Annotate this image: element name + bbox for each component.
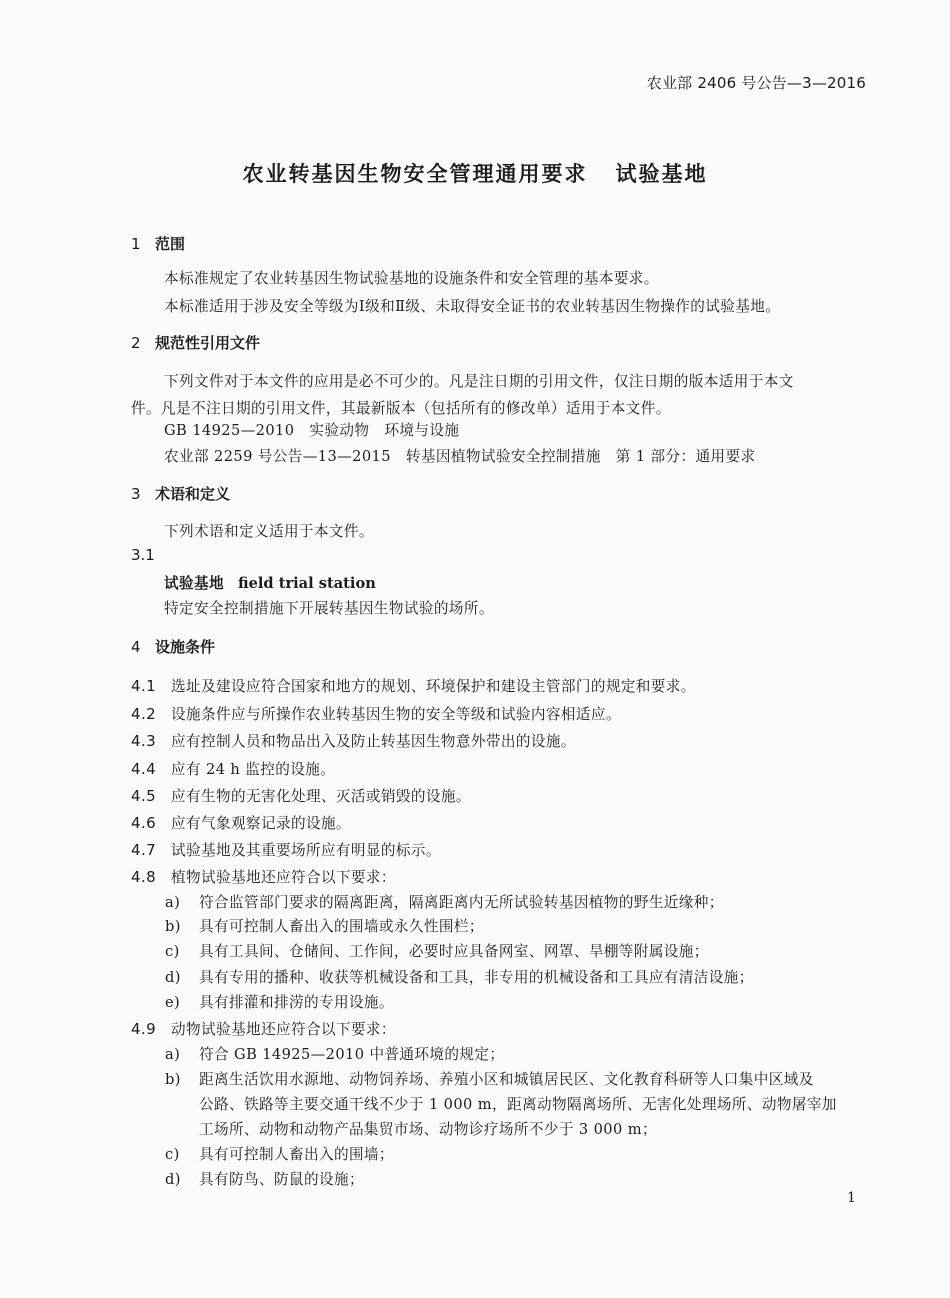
section-title: 范围 bbox=[155, 235, 186, 253]
clause-number: 4.9 bbox=[131, 1020, 157, 1038]
item-letter: b) bbox=[165, 918, 181, 935]
clause-number: 4.1 bbox=[131, 677, 157, 695]
paragraph: 件。凡是不注日期的引用文件，其最新版本（包括所有的修改单）适用于本文件。 bbox=[131, 400, 671, 417]
clause-text: 应有气象观察记录的设施。 bbox=[171, 815, 351, 832]
section-title: 设施条件 bbox=[155, 638, 216, 656]
term-entry bbox=[164, 572, 376, 593]
clause-4-3 bbox=[131, 730, 576, 751]
clause-text: 应有生物的无害化处理、灭活或销毁的设施。 bbox=[171, 788, 471, 805]
item-letter: b) bbox=[165, 1071, 181, 1088]
clause-number: 4.7 bbox=[131, 841, 157, 859]
clause-text: 设施条件应与所操作农业转基因生物的安全等级和试验内容相适应。 bbox=[171, 706, 621, 723]
normative-reference: 农业部 2259 号公告—13—2015 转基因植物试验安全控制措施 第 1 部分：通用要求 bbox=[164, 448, 756, 465]
list-item bbox=[165, 1043, 504, 1064]
section-title: 规范性引用文件 bbox=[155, 334, 261, 352]
section-3-heading bbox=[131, 483, 230, 504]
section-number: 4 bbox=[131, 638, 141, 656]
list-item bbox=[165, 1168, 364, 1189]
clause-4-6 bbox=[131, 812, 351, 833]
clause-number: 4.2 bbox=[131, 705, 157, 723]
clause-text: 应有控制人员和物品出入及防止转基因生物意外带出的设施。 bbox=[171, 733, 576, 750]
title-main: 农业转基因生物安全管理通用要求 bbox=[242, 162, 588, 186]
item-text: 距离生活饮用水源地、动物饲养场、养殖小区和城镇居民区、文化教育科研等人口集中区域及 bbox=[199, 1071, 814, 1088]
list-item bbox=[165, 991, 394, 1012]
list-item bbox=[165, 915, 484, 936]
clause-text: 应有 24 h 监控的设施。 bbox=[171, 761, 336, 778]
standard-number: 农业部 2406 号公告—3—2016 bbox=[646, 74, 866, 92]
section-number: 1 bbox=[131, 235, 141, 253]
item-text: 具有排灌和排涝的专用设施。 bbox=[199, 994, 394, 1011]
term-number: 3.1 bbox=[131, 546, 155, 564]
item-text-continued: 公路、铁路等主要交通干线不少于 1 000 m，距离动物隔离场所、无害化处理场所、动物屠宰加 bbox=[199, 1096, 837, 1113]
clause-4-5 bbox=[131, 785, 471, 806]
term-definition: 特定安全控制措施下开展转基因生物试验的场所。 bbox=[164, 600, 494, 617]
clause-text: 植物试验基地还应符合以下要求： bbox=[171, 869, 396, 886]
item-letter: e) bbox=[165, 994, 181, 1011]
item-text: 具有可控制人畜出入的围墙或永久性围栏； bbox=[199, 918, 484, 935]
clause-number: 4.8 bbox=[131, 868, 157, 886]
normative-reference: GB 14925—2010 实验动物 环境与设施 bbox=[164, 422, 460, 439]
clause-number: 4.3 bbox=[131, 732, 157, 750]
title-sub: 试验基地 bbox=[615, 162, 708, 186]
section-4-heading bbox=[131, 636, 215, 657]
clause-4-4 bbox=[131, 758, 335, 779]
section-1-heading bbox=[131, 233, 185, 254]
item-text: 具有防鸟、防鼠的设施； bbox=[199, 1171, 364, 1188]
item-text: 具有工具间、仓储间、工作间，必要时应具备网室、网罩、旱棚等附属设施； bbox=[199, 943, 709, 960]
item-letter: c) bbox=[165, 943, 180, 960]
section-number: 2 bbox=[131, 334, 141, 352]
list-item bbox=[165, 891, 724, 912]
list-item bbox=[165, 1143, 394, 1164]
paragraph: 本标准规定了农业转基因生物试验基地的设施条件和安全管理的基本要求。 bbox=[164, 270, 659, 287]
paragraph: 本标准适用于涉及安全等级为Ⅰ级和Ⅱ级、未取得安全证书的农业转基因生物操作的试验基地。 bbox=[164, 298, 781, 315]
item-text: 具有专用的播种、收获等机械设备和工具，非专用的机械设备和工具应有清洁设施； bbox=[199, 969, 754, 986]
section-number: 3 bbox=[131, 485, 141, 503]
item-text-continued: 工场所、动物和动物产品集贸市场、动物诊疗场所不少于 3 000 m； bbox=[199, 1121, 657, 1138]
list-item bbox=[165, 940, 709, 961]
clause-4-2 bbox=[131, 703, 621, 724]
clause-4-1 bbox=[131, 675, 696, 696]
clause-4-7 bbox=[131, 839, 441, 860]
item-letter: a) bbox=[165, 1046, 181, 1063]
item-text: 符合 GB 14925—2010 中普通环境的规定； bbox=[199, 1046, 505, 1063]
page-title bbox=[0, 158, 950, 188]
list-item bbox=[165, 1068, 814, 1089]
clause-text: 试验基地及其重要场所应有明显的标示。 bbox=[171, 842, 441, 859]
item-text: 符合监管部门要求的隔离距离，隔离距离内无所试验转基因植物的野生近缘种； bbox=[199, 894, 724, 911]
page-number: 1 bbox=[847, 1190, 856, 1206]
clause-text: 动物试验基地还应符合以下要求： bbox=[171, 1021, 396, 1038]
paragraph: 下列文件对于本文件的应用是必不可少的。凡是注日期的引用文件，仅注日期的版本适用于本文 bbox=[164, 373, 794, 390]
clause-4-9 bbox=[131, 1018, 396, 1039]
clause-4-8 bbox=[131, 866, 396, 887]
section-2-heading bbox=[131, 332, 260, 353]
clause-text: 选址及建设应符合国家和地方的规划、环境保护和建设主管部门的规定和要求。 bbox=[171, 678, 696, 695]
section-title: 术语和定义 bbox=[155, 485, 231, 503]
term-english: field trial station bbox=[237, 575, 376, 592]
list-item bbox=[165, 966, 754, 987]
clause-number: 4.4 bbox=[131, 760, 157, 778]
item-letter: d) bbox=[165, 1171, 181, 1188]
item-text: 具有可控制人畜出入的围墙； bbox=[199, 1146, 394, 1163]
clause-number: 4.5 bbox=[131, 787, 157, 805]
clause-number: 4.6 bbox=[131, 814, 157, 832]
paragraph: 下列术语和定义适用于本文件。 bbox=[164, 523, 374, 540]
item-letter: d) bbox=[165, 969, 181, 986]
term-chinese: 试验基地 bbox=[164, 575, 224, 592]
item-letter: a) bbox=[165, 894, 181, 911]
item-letter: c) bbox=[165, 1146, 180, 1163]
